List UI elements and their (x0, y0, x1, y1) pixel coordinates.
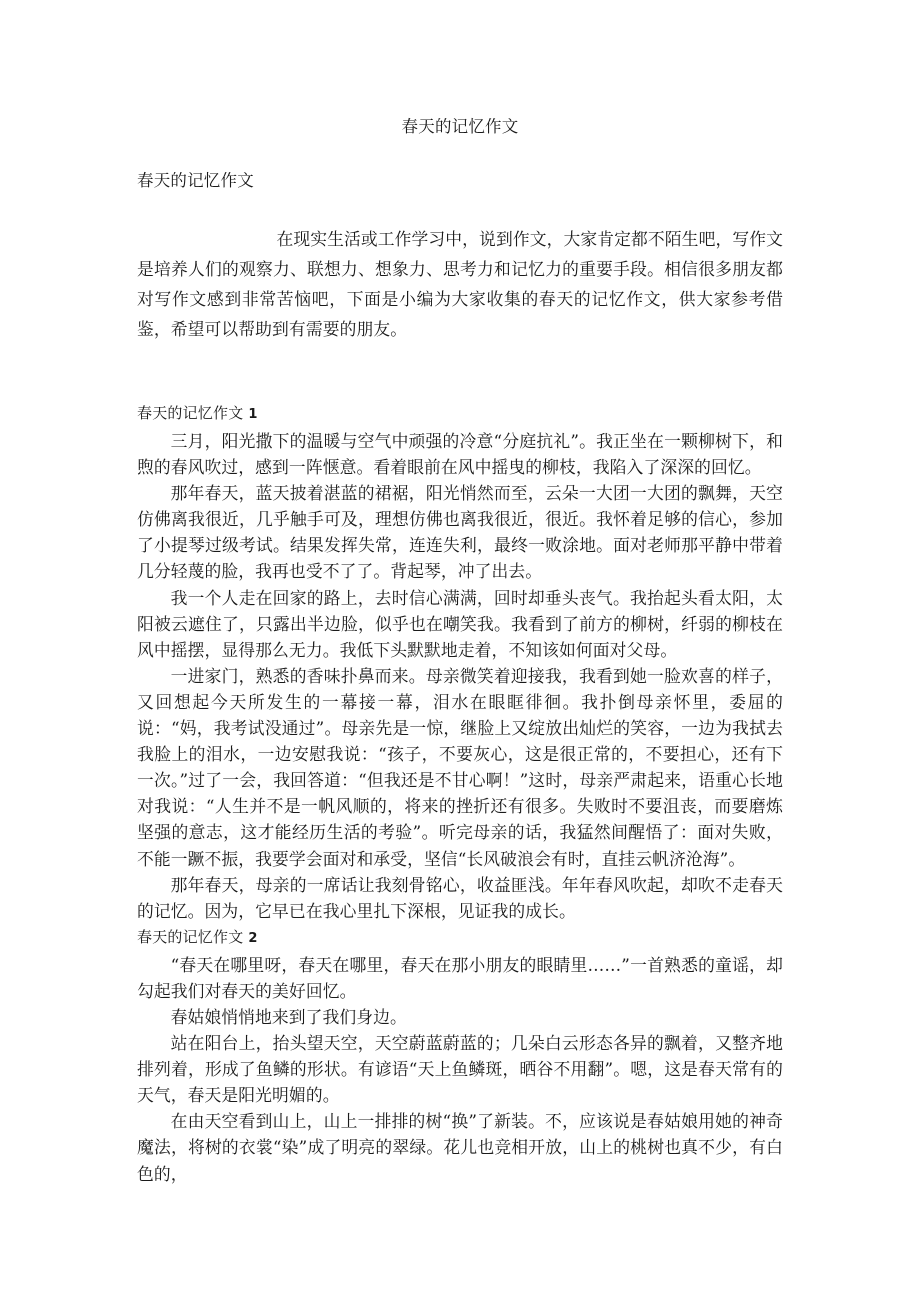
paragraph: 一进家门，熟悉的香味扑鼻而来。母亲微笑着迎接我，我看到她一脸欢喜的样子，又回想起今天所发生的一幕接一幕，泪水在眼眶徘徊。我扑倒母亲怀里，委屈的说：“妈，我考试没通过”。母亲先是一惊，继脸上又绽放出灿烂的笑容，一边为我拭去我脸上的泪水，一边安慰我说：“孩子，不要灰心，这是很正常的，不要担心，还有下一次。”过了一会，我回答道：“但我还是不甘心啊！”这时，母亲严肃起来，语重心长地对我说：“人生并不是一帆风顺的，将来的挫折还有很多。失败时不要沮丧，而要磨炼坚强的意志，这才能经历生活的考验”。听完母亲的话，我猛然间醒悟了：面对失败，不能一蹶不振，我要学会面对和承受，坚信“长风破浪会有时，直挂云帆济沧海”。 (137, 665, 783, 869)
paragraph: “春天在哪里呀，春天在哪里，春天在那小朋友的眼睛里……”一首熟悉的童谣，却勾起我们对春天的美好回忆。 (137, 954, 783, 1001)
paragraph: 三月，阳光撒下的温暖与空气中顽强的冷意“分庭抗礼”。我正坐在一颗柳树下，和煦的春风吹过，感到一阵惬意。看着眼前在风中摇曳的柳枝，我陷入了深深的回忆。 (137, 431, 783, 478)
document-subtitle: 春天的记忆作文 (137, 171, 254, 190)
document-content (137, 0, 783, 1187)
section-heading-2 (137, 924, 783, 952)
page-title: 春天的记忆作文 (401, 117, 519, 136)
paragraph: 我一个人走在回家的路上，去时信心满满，回时却垂头丧气。我抬起头看太阳，太阳被云遮住了，只露出半边脸，似乎也在嘲笑我。我看到了前方的柳树，纤弱的柳枝在风中摇摆，显得那么无力。我低下头默默地走着，不知该如何面对父母。 (137, 587, 783, 660)
section-heading-1-text: 春天的记忆作文 (137, 404, 244, 422)
section-heading-1-number: 1 (248, 407, 258, 422)
essay-section-2 (137, 924, 783, 1187)
essay-section-1 (137, 400, 783, 924)
paragraph: 那年春天，蓝天披着湛蓝的裙裾，阳光悄然而至，云朵一大团一大团的飘舞，天空仿佛离我很近，几乎触手可及，理想仿佛也离我很近，很近。我怀着足够的信心，参加了小提琴过级考试。结果发挥失常，连连失利，最终一败涂地。面对老师那平静中带着几分轻蔑的脸，我再也受不了了。背起琴，冲了出去。 (137, 483, 783, 582)
section-heading-2-text: 春天的记忆作文 (137, 927, 244, 946)
paragraph: 在由天空看到山上，山上一排排的树“换”了新装。不，应该说是春姑娘用她的神奇魔法，将树的衣裳“染”成了明亮的翠绿。花儿也竞相开放，山上的桃树也真不少，有白色的， (137, 1111, 783, 1184)
section-heading-1 (137, 400, 783, 428)
paragraph: 那年春天，母亲的一席话让我刻骨铭心，收益匪浅。年年春风吹起，却吹不走春天的记忆。因为，它早已在我心里扎下深根，见证我的成长。 (137, 874, 783, 921)
paragraph: 站在阳台上，抬头望天空，天空蔚蓝蔚蓝的；几朵白云形态各异的飘着，又整齐地排列着，形成了鱼鳞的形状。有谚语“天上鱼鳞斑，晒谷不用翻”。嗯，这是春天常有的天气，春天是阳光明媚的。 (137, 1033, 783, 1106)
paragraph: 春姑娘悄悄地来到了我们身边。 (170, 1006, 407, 1027)
section-heading-2-number: 2 (248, 930, 258, 946)
section-spacer (137, 344, 783, 400)
intro-paragraph: 在现实生活或工作学习中，说到作文，大家肯定都不陌生吧，写作文是培养人们的观察力、联想力、想象力、思考力和记忆力的重要手段。相信很多朋友都对写作文感到非常苦恼吧，下面是小编为大家收集的春天的记忆作文，供大家参考借鉴，希望可以帮助到有需要的朋友。 (137, 229, 783, 339)
